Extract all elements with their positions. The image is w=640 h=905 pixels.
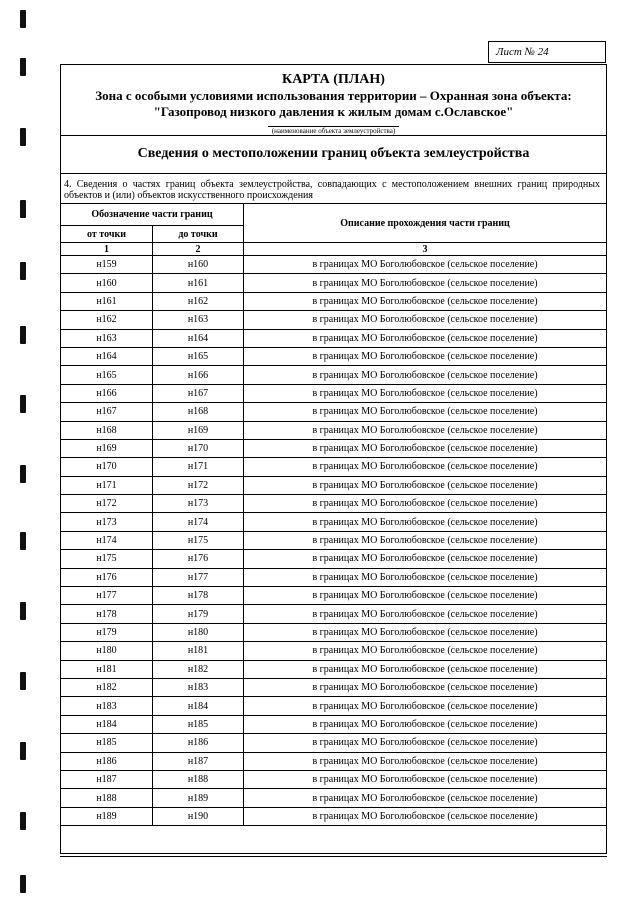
table-row	[61, 587, 607, 605]
table-row	[61, 660, 607, 678]
table-row	[61, 734, 607, 752]
cell-desc: в границах МО Боголюбовское (сельское поселение)	[244, 292, 607, 310]
header-group: Обозначение части границ	[61, 204, 244, 226]
table-row	[61, 789, 607, 807]
cell-to: н185	[153, 715, 244, 733]
cell-from: н177	[61, 587, 153, 605]
cell-desc: в границах МО Боголюбовское (сельское поселение)	[244, 495, 607, 513]
cell-from: н161	[61, 292, 153, 310]
cell-desc: в границах МО Боголюбовское (сельское поселение)	[244, 752, 607, 770]
cell-desc: в границах МО Боголюбовское (сельское поселение)	[244, 550, 607, 568]
table-row	[61, 292, 607, 310]
frame-bottom-line	[60, 856, 607, 857]
cell-desc: в границах МО Боголюбовское (сельское поселение)	[244, 366, 607, 384]
binding-holes	[0, 0, 40, 905]
table-row	[61, 752, 607, 770]
cell-desc: в границах МО Боголюбовское (сельское поселение)	[244, 623, 607, 641]
cell-desc: в границах МО Боголюбовское (сельское поселение)	[244, 807, 607, 825]
binding-hole	[20, 875, 26, 893]
cell-from: н183	[61, 697, 153, 715]
cell-from: н178	[61, 605, 153, 623]
table-row	[61, 550, 607, 568]
cell-from: н184	[61, 715, 153, 733]
cell-from: н182	[61, 678, 153, 696]
binding-hole	[20, 262, 26, 280]
document-header	[61, 65, 606, 136]
binding-hole	[20, 58, 26, 76]
cell-to: н162	[153, 292, 244, 310]
cell-from: н163	[61, 329, 153, 347]
cell-from: н187	[61, 770, 153, 788]
cell-from: н188	[61, 789, 153, 807]
table-row	[61, 366, 607, 384]
cell-to: н190	[153, 807, 244, 825]
cell-to: н186	[153, 734, 244, 752]
cell-desc: в границах МО Боголюбовское (сельское поселение)	[244, 715, 607, 733]
table-row	[61, 495, 607, 513]
cell-from: н165	[61, 366, 153, 384]
table-row	[61, 697, 607, 715]
binding-hole	[20, 672, 26, 690]
cell-desc: в границах МО Боголюбовское (сельское поселение)	[244, 403, 607, 421]
cell-to: н167	[153, 384, 244, 402]
table-row	[61, 403, 607, 421]
binding-hole	[20, 326, 26, 344]
cell-to: н170	[153, 439, 244, 457]
cell-from: н185	[61, 734, 153, 752]
cell-to: н182	[153, 660, 244, 678]
table-row	[61, 439, 607, 457]
cell-desc: в границах МО Боголюбовское (сельское поселение)	[244, 347, 607, 365]
page-title: КАРТА (ПЛАН)	[282, 72, 385, 87]
cell-desc: в границах МО Боголюбовское (сельское поселение)	[244, 458, 607, 476]
cell-to: н177	[153, 568, 244, 586]
cell-desc: в границах МО Боголюбовское (сельское поселение)	[244, 531, 607, 549]
cell-to: н172	[153, 476, 244, 494]
document-frame	[60, 64, 607, 854]
cell-from: н164	[61, 347, 153, 365]
cell-from: н162	[61, 311, 153, 329]
table-row	[61, 623, 607, 641]
cell-to: н180	[153, 623, 244, 641]
cell-to: н166	[153, 366, 244, 384]
cell-from: н171	[61, 476, 153, 494]
table-row	[61, 347, 607, 365]
cell-from: н186	[61, 752, 153, 770]
header-to: до точки	[153, 226, 244, 243]
cell-to: н161	[153, 274, 244, 292]
cell-desc: в границах МО Боголюбовское (сельское поселение)	[244, 513, 607, 531]
cell-to: н160	[153, 256, 244, 274]
table-row	[61, 274, 607, 292]
section-note: 4. Сведения о частях границ объекта землеустройства, совпадающих с местоположением внешних границ природных объектов и (или) объектов искусственного происхождения	[64, 179, 600, 201]
cell-to: н183	[153, 678, 244, 696]
table-row	[61, 531, 607, 549]
cell-to: н171	[153, 458, 244, 476]
cell-to: н165	[153, 347, 244, 365]
cell-desc: в границах МО Боголюбовское (сельское поселение)	[244, 421, 607, 439]
table-row	[61, 568, 607, 586]
cell-to: н174	[153, 513, 244, 531]
cell-from: н173	[61, 513, 153, 531]
object-caption: (наименование объекта землеустройства)	[268, 126, 399, 135]
cell-to: н164	[153, 329, 244, 347]
cell-desc: в границах МО Боголюбовское (сельское поселение)	[244, 256, 607, 274]
table-row	[61, 513, 607, 531]
cell-from: н170	[61, 458, 153, 476]
cell-desc: в границах МО Боголюбовское (сельское поселение)	[244, 329, 607, 347]
cell-from: н175	[61, 550, 153, 568]
sheet-number: Лист № 24	[488, 41, 606, 63]
cell-to: н178	[153, 587, 244, 605]
cell-desc: в границах МО Боголюбовское (сельское поселение)	[244, 789, 607, 807]
table-row	[61, 256, 607, 274]
cell-from: н168	[61, 421, 153, 439]
cell-from: н174	[61, 531, 153, 549]
cell-to: н175	[153, 531, 244, 549]
table-row	[61, 605, 607, 623]
column-number-1: 1	[61, 243, 153, 256]
cell-to: н173	[153, 495, 244, 513]
cell-from: н167	[61, 403, 153, 421]
cell-from: н189	[61, 807, 153, 825]
cell-from: н166	[61, 384, 153, 402]
cell-to: н169	[153, 421, 244, 439]
boundary-table	[60, 203, 607, 826]
column-number-2: 2	[153, 243, 244, 256]
table-row	[61, 642, 607, 660]
binding-hole	[20, 532, 26, 550]
binding-hole	[20, 465, 26, 483]
table-row	[61, 329, 607, 347]
binding-hole	[20, 395, 26, 413]
binding-hole	[20, 128, 26, 146]
object-name: "Газопровод низкого давления к жилым домам с.Ославское"	[153, 104, 514, 119]
cell-from: н169	[61, 439, 153, 457]
column-number-3: 3	[244, 243, 607, 256]
cell-from: н181	[61, 660, 153, 678]
cell-to: н188	[153, 770, 244, 788]
header-description: Описание прохождения части границ	[244, 204, 607, 243]
table-row	[61, 678, 607, 696]
table-row	[61, 458, 607, 476]
cell-desc: в границах МО Боголюбовское (сельское поселение)	[244, 476, 607, 494]
cell-from: н176	[61, 568, 153, 586]
cell-from: н160	[61, 274, 153, 292]
binding-hole	[20, 200, 26, 218]
cell-from: н179	[61, 623, 153, 641]
table-row	[61, 770, 607, 788]
binding-hole	[20, 812, 26, 830]
cell-from: н172	[61, 495, 153, 513]
table-body	[61, 256, 607, 826]
table-row	[61, 476, 607, 494]
cell-desc: в границах МО Боголюбовское (сельское поселение)	[244, 587, 607, 605]
binding-hole	[20, 10, 26, 28]
table-row	[61, 807, 607, 825]
cell-to: н176	[153, 550, 244, 568]
cell-to: н168	[153, 403, 244, 421]
cell-from: н180	[61, 642, 153, 660]
binding-hole	[20, 602, 26, 620]
cell-desc: в границах МО Боголюбовское (сельское поселение)	[244, 605, 607, 623]
cell-desc: в границах МО Боголюбовское (сельское поселение)	[244, 439, 607, 457]
section-title: Сведения о местоположении границ объекта землеустройства	[61, 136, 606, 174]
cell-desc: в границах МО Боголюбовское (сельское поселение)	[244, 384, 607, 402]
cell-to: н179	[153, 605, 244, 623]
cell-desc: в границах МО Боголюбовское (сельское поселение)	[244, 770, 607, 788]
table-row	[61, 421, 607, 439]
cell-to: н189	[153, 789, 244, 807]
header-from: от точки	[61, 226, 153, 243]
cell-desc: в границах МО Боголюбовское (сельское поселение)	[244, 734, 607, 752]
cell-desc: в границах МО Боголюбовское (сельское поселение)	[244, 642, 607, 660]
cell-from: н159	[61, 256, 153, 274]
table-row	[61, 311, 607, 329]
cell-desc: в границах МО Боголюбовское (сельское поселение)	[244, 660, 607, 678]
cell-to: н187	[153, 752, 244, 770]
cell-desc: в границах МО Боголюбовское (сельское поселение)	[244, 697, 607, 715]
cell-to: н163	[153, 311, 244, 329]
cell-desc: в границах МО Боголюбовское (сельское поселение)	[244, 678, 607, 696]
table-row	[61, 715, 607, 733]
table-row	[61, 384, 607, 402]
cell-desc: в границах МО Боголюбовское (сельское поселение)	[244, 274, 607, 292]
cell-to: н184	[153, 697, 244, 715]
zone-line: Зона с особыми условиями использования территории – Охранная зона объекта:	[95, 88, 572, 103]
cell-desc: в границах МО Боголюбовское (сельское поселение)	[244, 568, 607, 586]
binding-hole	[20, 742, 26, 760]
cell-desc: в границах МО Боголюбовское (сельское поселение)	[244, 311, 607, 329]
cell-to: н181	[153, 642, 244, 660]
